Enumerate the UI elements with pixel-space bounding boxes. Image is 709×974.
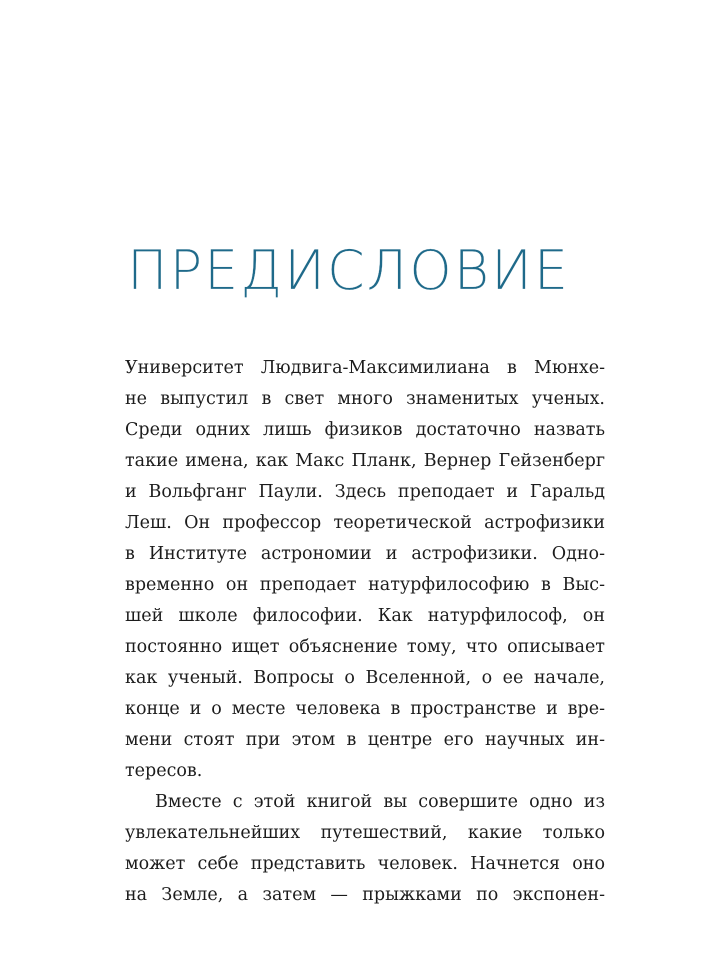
text-line: такие имена, как Макс Планк, Вернер Гейзенберг — [125, 451, 605, 471]
chapter-heading: ПРЕДИСЛОВИЕ — [127, 239, 571, 302]
text-line: увлекательнейших путешествий, какие только — [125, 823, 605, 843]
text-line: как ученый. Вопросы о Вселенной, о ее начале, — [125, 668, 605, 688]
text-line: Университет Людвига-Максимилиана в Мюнхе- — [125, 358, 605, 378]
text-line: может себе представить человек. Начнется оно — [125, 854, 605, 874]
text-line: Леш. Он профессор теоретической астрофизики — [125, 513, 605, 533]
text-line: тересов. — [125, 761, 203, 781]
text-line: конце и о месте человека в пространстве и вре- — [125, 699, 605, 719]
text-line: временно он преподает натурфилософию в Выс- — [125, 575, 605, 595]
paragraph-2 — [125, 787, 605, 911]
text-line: мени стоят при этом в центре его научных ин- — [125, 730, 605, 750]
text-line: шей школе философии. Как натурфилософ, он — [125, 606, 605, 626]
text-line: не выпустил в свет много знаменитых ученых. — [125, 389, 605, 409]
text-line: Среди одних лишь физиков достаточно назвать — [125, 420, 605, 440]
text-line: Вместе с этой книгой вы совершите одно из — [155, 792, 605, 812]
text-line: в Институте астрономии и астрофизики. Одно- — [125, 544, 605, 564]
text-line: и Вольфганг Паули. Здесь преподает и Гаральд — [125, 482, 605, 502]
text-line: на Земле, а затем — прыжками по экспонен- — [125, 885, 605, 905]
text-line: постоянно ищет объяснение тому, что описывает — [125, 637, 605, 657]
body-text — [125, 353, 605, 911]
paragraph-1 — [125, 353, 605, 787]
